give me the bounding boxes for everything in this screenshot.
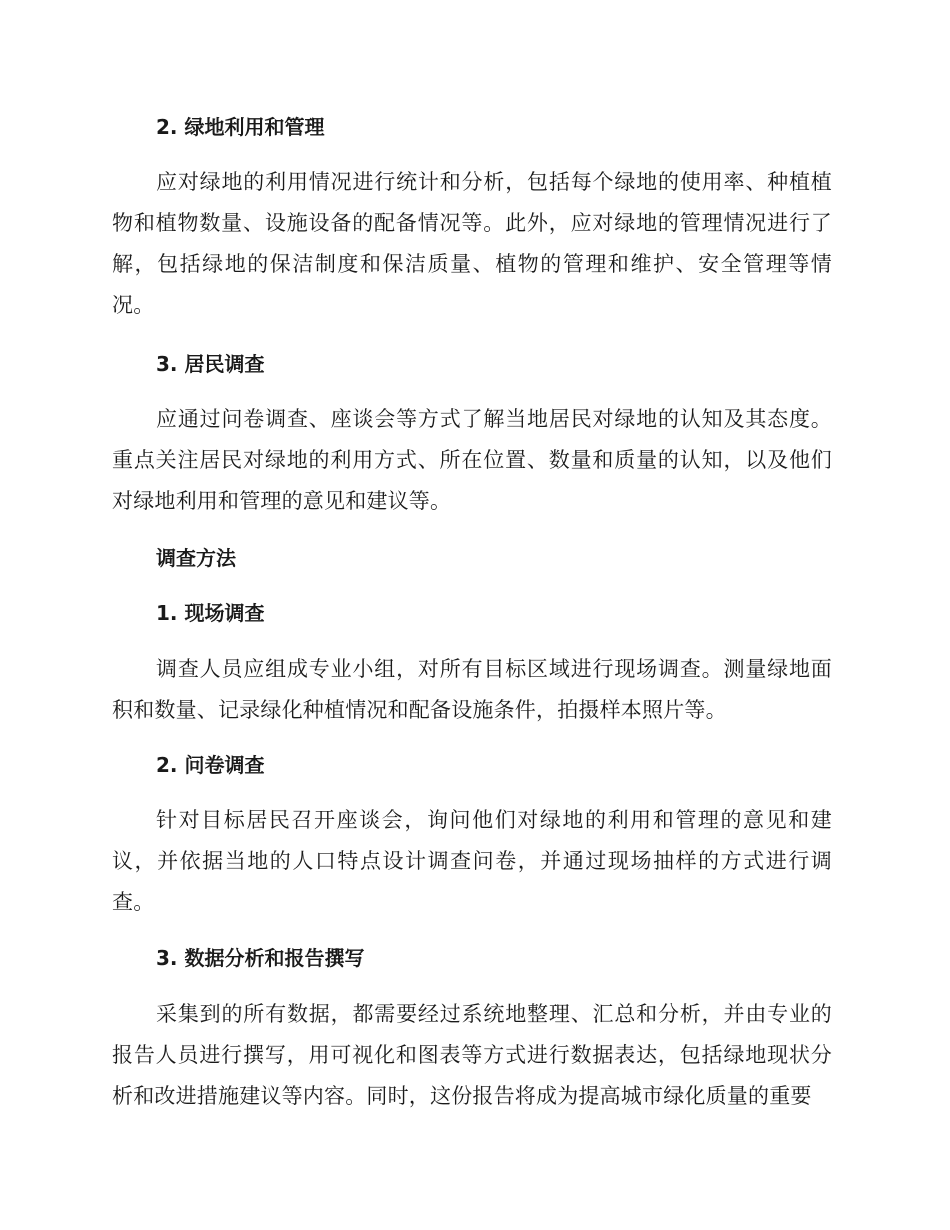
paragraph-questionnaire: 针对目标居民召开座谈会，询问他们对绿地的利用和管理的意见和建议，并依据当地的人口特点设计调查问卷，并通过现场抽样的方式进行调查。 (112, 808, 832, 914)
section-heading-data-analysis: 3. 数据分析和报告撰写 (156, 946, 365, 970)
section-heading-methods: 调查方法 (156, 546, 236, 570)
paragraph-field-survey: 调查人员应组成专业小组，对所有目标区域进行现场调查。测量绿地面积和数量、记录绿化种植情况和配备设施条件，拍摄样本照片等。 (112, 657, 832, 722)
section-heading-field-survey: 1. 现场调查 (156, 601, 265, 625)
section-heading-questionnaire: 2. 问卷调查 (156, 753, 265, 777)
paragraph-data-analysis: 采集到的所有数据，都需要经过系统地整理、汇总和分析，并由专业的报告人员进行撰写，用可视化和图表等方式进行数据表达，包括绿地现状分析和改进措施建议等内容。同时，这份报告将成为提高城市绿化质量的重要 (112, 1002, 832, 1108)
section-heading-green-use: 2. 绿地利用和管理 (156, 115, 325, 139)
section-heading-resident-survey: 3. 居民调查 (156, 352, 265, 376)
paragraph-resident-survey: 应通过问卷调查、座谈会等方式了解当地居民对绿地的认知及其态度。重点关注居民对绿地的利用方式、所在位置、数量和质量的认知，以及他们对绿地利用和管理的意见和建议等。 (112, 407, 832, 513)
paragraph-green-use: 应对绿地的利用情况进行统计和分析，包括每个绿地的使用率、种植植物和植物数量、设施设备的配备情况等。此外，应对绿地的管理情况进行了解，包括绿地的保洁制度和保洁质量、植物的管理和维护、安全管理等情况。 (112, 170, 832, 317)
